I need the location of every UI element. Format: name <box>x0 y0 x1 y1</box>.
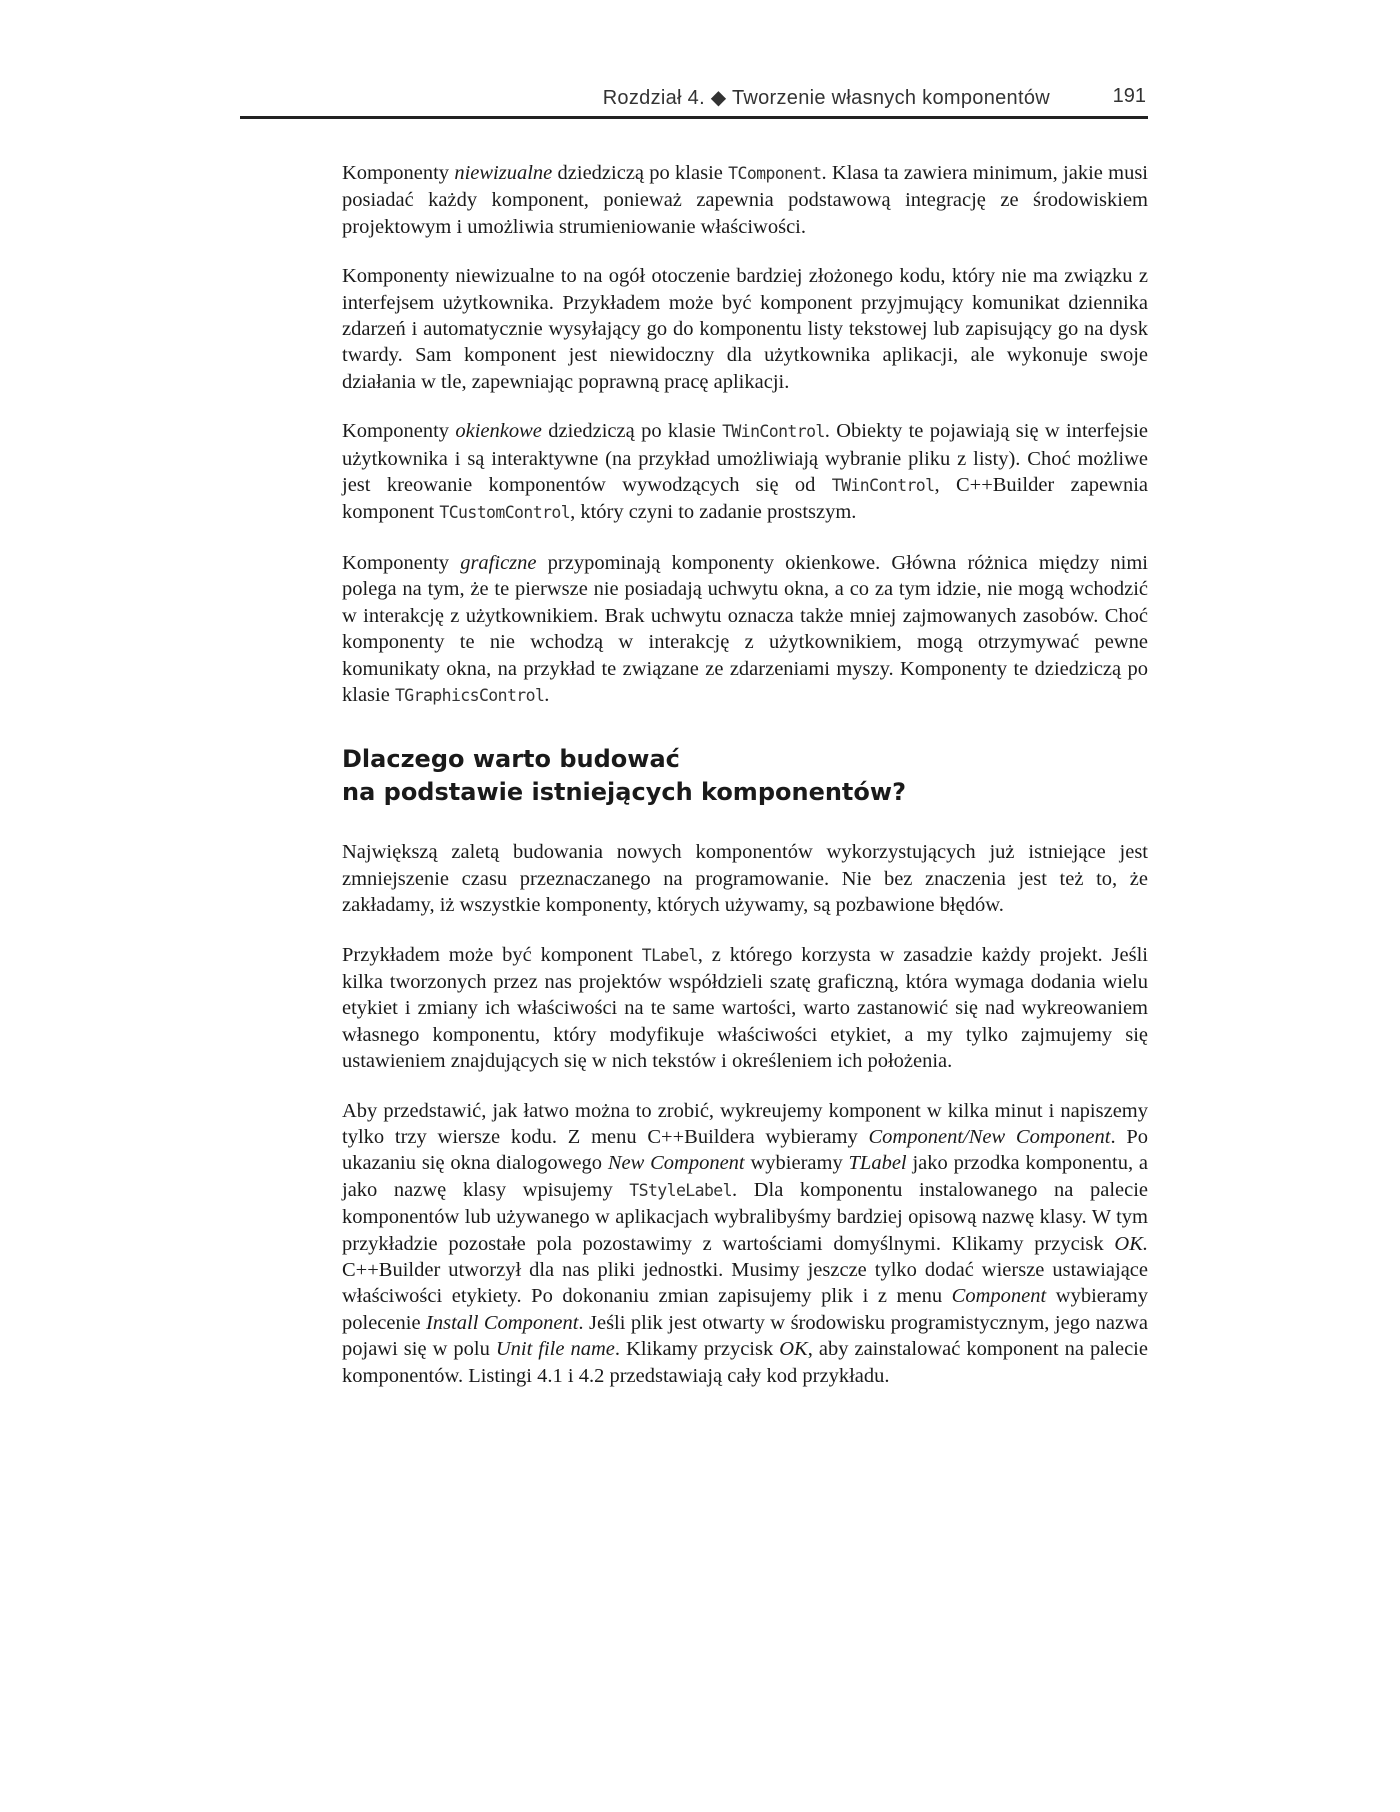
paragraph-create-component-steps <box>342 1098 1148 1389</box>
emphasis: okienkowe <box>455 420 542 443</box>
heading-line: na podstawie istniejących komponentów? <box>342 778 906 807</box>
text-run: , C++Builder zapewnia komponent <box>342 474 1148 524</box>
emphasis: TLabel <box>848 1152 907 1175</box>
page-header <box>240 82 1148 119</box>
text-run: jako przodka komponentu, a jako nazwę klasy wpisujemy <box>342 1152 1148 1201</box>
text-run: . Po ukazaniu się okna dialogowego <box>342 1125 1148 1175</box>
page-number: 191 <box>1112 85 1146 107</box>
text-run: Aby przedstawić, jak łatwo można to zrobić, wykreujemy komponent w kilka minut i napiszemy tylko trzy wiersze kodu. Z menu C++Buildera wybieramy <box>342 1099 1148 1148</box>
code-class-name: TWinControl <box>831 476 935 496</box>
text-run: . Klikamy przycisk <box>614 1338 780 1361</box>
main-text <box>342 160 1148 1412</box>
field-name: Unit file name <box>495 1338 615 1361</box>
code-class-name: TWinControl <box>722 422 825 442</box>
text-run: wybieramy polecenie <box>342 1285 1148 1334</box>
code-class-name: TComponent <box>728 164 822 183</box>
text-run: przypominają komponenty okienkowe. Główna różnica między nimi polega na tym, że te pierwsze nie posiadają uchwytu okna, a co za tym idzie, nie mogą wchodzić w interakcję z użytkownikiem. Brak uchwytu oznacza także mniej zajmowanych zasobów. Choć komponenty te nie wchodzą w interakcję z użytkownikiem, mogą otrzymywać pewne komunikaty okna, na przykład te związane ze zdarzeniami myszy. Komponenty te dziedziczą po klasie <box>342 551 1149 706</box>
text-run: . Klasa ta zawiera minimum, jakie musi posiadać każdy komponent, ponieważ zapewnia podstawową integrację ze środowiskiem projektowym i umożliwia strumieniowanie właściwości. <box>342 162 1148 238</box>
button-name: OK. <box>1114 1232 1148 1255</box>
emphasis: graficzne <box>460 551 537 574</box>
code-class-name: TCustomControl <box>439 503 571 523</box>
text-run: dziedziczą po klasie <box>552 162 729 184</box>
emphasis: niewizualne <box>454 162 553 184</box>
text-run: Komponenty <box>342 420 456 443</box>
text-run: . Obiekty te pojawiają się w interfejsie użytkownika i są interaktywne (na przykład umożliwiają wybranie pliku z listy). Choć możliwe jest kreowanie komponentów wywodzących się od <box>342 420 1148 497</box>
text-run: dziedziczą po klasie <box>541 420 723 443</box>
menu-name: Component <box>951 1285 1047 1308</box>
text-run: . <box>544 683 550 706</box>
text-run: wybieramy <box>744 1152 849 1175</box>
menu-path: Component/New Component <box>868 1125 1111 1148</box>
heading-line: Dlaczego warto budować <box>342 745 680 774</box>
text-run: Komponenty <box>342 551 461 574</box>
paragraph-nonvisual-example: Komponenty niewizualne to na ogół otoczenie bardziej złożonego kodu, który nie ma związku z interfejsem użytkownika. Przykładem może być komponent przyjmujący komunikat dziennika zdarzeń i automatycznie wysyłający go do komponentu listy tekstowej lub zapisujący go na dysk twardy. Sam komponent jest niewidoczny dla użytkownika aplikacji, ale wykonuje swoje działania w tle, zapewniając poprawną pracę aplikacji. <box>342 265 1148 393</box>
text-run: , który czyni to zadanie prostszym. <box>570 501 857 524</box>
paragraph-windowed-components <box>342 418 1148 527</box>
dialog-name: New Component <box>607 1152 745 1175</box>
paragraph-nonvisual-components <box>342 160 1148 240</box>
text-run: . Dla komponentu instalowanego na palecie komponentów lub używanego w aplikacjach wybralibyśmy bardziej opisową nazwę klasy. W tym przykładzie pozostałe pola pozostawimy z wartościami domyślnymi. Klikamy przycisk <box>342 1178 1149 1255</box>
running-title: Rozdział 4. ◆ Tworzenie własnych komponentów <box>602 87 1050 109</box>
text-run: . Jeśli plik jest otwarty w środowisku programistycznym, jego nazwa pojawi się w polu <box>342 1311 1148 1361</box>
code-class-name: TGraphicsControl <box>394 685 545 705</box>
text-run: C++Builder utworzył dla nas pliki jednostki. Musimy jeszcze tylko dodać wiersze ustawiające właściwości etykiety. Po dokonaniu zmian zapisujemy plik i z menu <box>342 1259 1148 1308</box>
text-run: Komponenty <box>342 162 455 184</box>
text-run: , z którego korzysta w zasadzie każdy projekt. Jeśli kilka tworzonych przez nas projektów współdzieli szatę graficzną, która wymaga dodania wielu etykiet i zmiany ich właściwości na te same wartości, warto zastanowić się nad wykreowaniem własnego komponentu, który modyfikuje właściwości etykiet, a my tylko zajmujemy się ustawieniem znajdujących się w nich tekstów i określeniem ich położenia. <box>342 943 1148 1073</box>
command-name: Install Component <box>426 1311 579 1334</box>
paragraph-advantages: Największą zaletą budowania nowych komponentów wykorzystujących już istniejące jest zmniejszenie czasu przeznaczanego na programowanie. Nie bez znaczenia jest też to, że zakładamy, iż wszystkie komponenty, których używamy, są pozbawione błędów. <box>342 841 1148 917</box>
text-run: , aby zainstalować komponent na palecie komponentów. Listingi 4.1 i 4.2 przedstawiają cały kod przykładu. <box>342 1338 1148 1387</box>
text-run: Przykładem może być komponent <box>342 943 642 966</box>
section-heading <box>342 743 1148 809</box>
code-class-name: TStyleLabel <box>629 1180 732 1200</box>
code-class-name: TLabel <box>641 945 698 965</box>
paragraph-graphic-components <box>342 550 1148 709</box>
paragraph-tlabel-example <box>342 942 1148 1075</box>
button-name: OK <box>779 1338 808 1361</box>
